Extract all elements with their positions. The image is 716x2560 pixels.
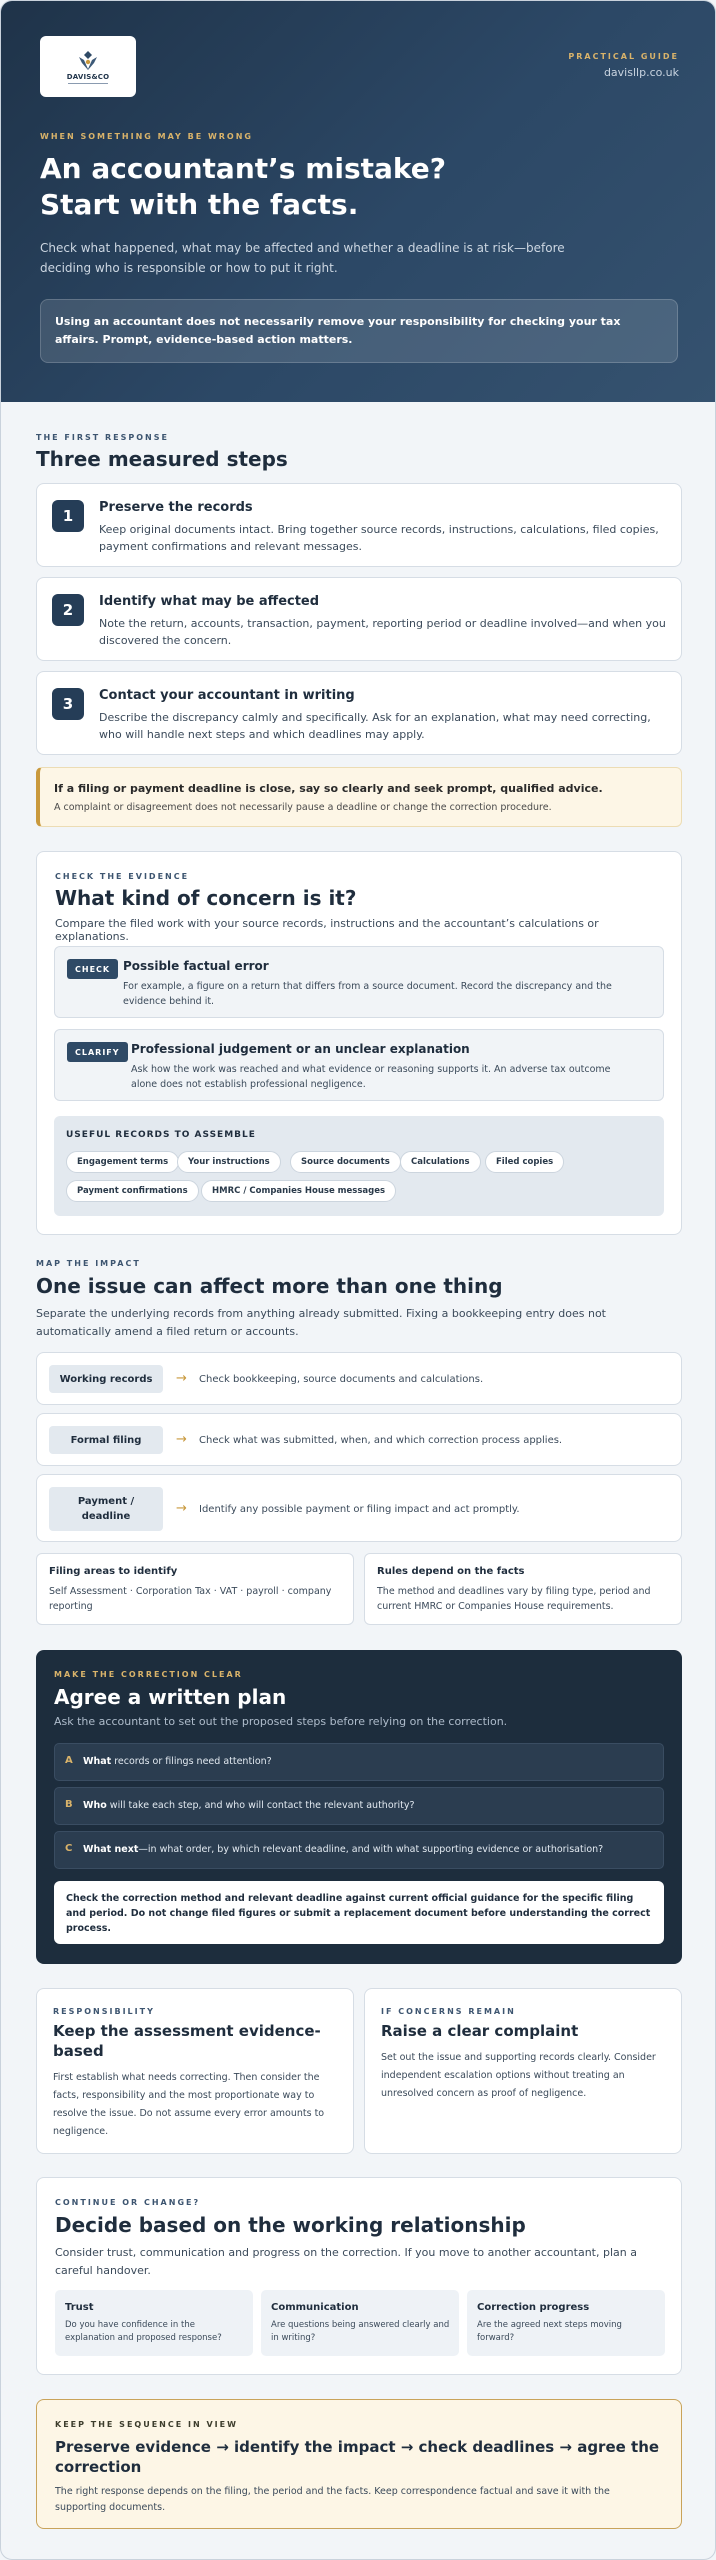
factor-description: Do you have confidence in the explanation and proposed response? bbox=[65, 2320, 222, 2343]
plan-question-bold: What bbox=[83, 1756, 112, 1767]
hero-title-line-1: An accountant’s mistake? bbox=[40, 152, 447, 185]
complaint-card bbox=[364, 1988, 682, 2154]
arrow-right-icon: → bbox=[176, 1501, 187, 1516]
guide-kicker: PRACTICAL GUIDE bbox=[568, 52, 679, 61]
plan-question-bold: Who bbox=[83, 1800, 107, 1811]
sequence-description: The right response depends on the filing, the period and the facts. Keep correspondence factual and save it with the supporting documents. bbox=[55, 2486, 610, 2513]
step-title: Preserve the records bbox=[99, 500, 253, 515]
impact-row-payment-deadline bbox=[36, 1474, 682, 1542]
hero-lede: Check what happened, what may be affected and whether a deadline is at risk—before deciding who is responsible or how to put it right. bbox=[40, 241, 565, 275]
deadline-warning bbox=[36, 767, 682, 827]
evidence-lede: Compare the filed work with your source records, instructions and the accountant’s calculations or explanations. bbox=[55, 917, 599, 943]
hero-header bbox=[1, 1, 716, 402]
impact-text: Check what was submitted, when, and which correction process applies. bbox=[199, 1435, 563, 1446]
arrow-right-icon: → bbox=[176, 1371, 187, 1386]
step-number: 2 bbox=[52, 594, 84, 626]
step-title: Identify what may be affected bbox=[99, 594, 320, 609]
record-chip: Your instructions bbox=[177, 1151, 281, 1173]
step-description: Note the return, accounts, transaction, payment, reporting period or deadline involved—and when you discovered the concern. bbox=[99, 617, 666, 647]
warning-description: A complaint or disagreement does not necessarily pause a deadline or change the correction procedure. bbox=[54, 802, 552, 813]
complaint-description: Set out the issue and supporting records clearly. Consider independent escalation options without treating an unresolved concern as proof of negligence. bbox=[381, 2052, 656, 2099]
concern-title: Professional judgement or an unclear explanation bbox=[131, 1042, 470, 1056]
plan-letter: B bbox=[65, 1799, 73, 1810]
factor-description: Are questions being answered clearly and in writing? bbox=[271, 2320, 450, 2343]
impact-lede: Separate the underlying records from anything already submitted. Fixing a bookkeeping entry does not automatically amend a filed return or accounts. bbox=[36, 1307, 606, 1338]
concern-card-clarify bbox=[54, 1029, 664, 1101]
record-chip: Calculations bbox=[400, 1151, 481, 1173]
responsibility-card bbox=[36, 1988, 354, 2154]
step-description: Describe the discrepancy calmly and specifically. Ask for an explanation, what may need correcting, who will handle next steps and which deadlines may apply. bbox=[99, 711, 651, 741]
plan-question bbox=[83, 1844, 603, 1855]
written-plan-panel bbox=[36, 1650, 682, 1964]
record-chip: Engagement terms bbox=[66, 1151, 179, 1173]
plan-question-text: —in what order, by which relevant deadline, and with what supporting evidence or authorisation? bbox=[138, 1844, 604, 1855]
relationship-section bbox=[36, 2177, 682, 2375]
step-number: 3 bbox=[52, 688, 84, 720]
record-chip: HMRC / Companies House messages bbox=[201, 1180, 396, 1202]
responsibility-title: Keep the assessment evidence-based bbox=[53, 2022, 321, 2060]
record-chip: Source documents bbox=[290, 1151, 401, 1173]
plan-kicker: MAKE THE CORRECTION CLEAR bbox=[54, 1670, 243, 1679]
relationship-factor-progress bbox=[467, 2290, 665, 2356]
plan-guidance-note: Check the correction method and relevant deadline against current official guidance for the specific filing and period. Do not change filed figures or submit a replacement document before understanding the correct process. bbox=[54, 1881, 664, 1944]
impact-kicker: MAP THE IMPACT bbox=[36, 1259, 141, 1268]
sequence-title: Preserve evidence → identify the impact → check deadlines → agree the correction bbox=[55, 2438, 660, 2476]
hero-title-line-2: Start with the facts. bbox=[40, 188, 359, 221]
impact-label: Working records bbox=[49, 1365, 163, 1393]
impact-row-formal-filing bbox=[36, 1413, 682, 1466]
relationship-title: Decide based on the working relationship bbox=[55, 2213, 526, 2237]
step-number: 1 bbox=[52, 500, 84, 532]
rules-title: Rules depend on the facts bbox=[377, 1566, 525, 1577]
step-description: Keep original documents intact. Bring together source records, instructions, calculations, filed copies, payment confirmations and relevant messages. bbox=[99, 523, 659, 553]
concern-title: Possible factual error bbox=[123, 959, 269, 973]
step-card-2 bbox=[36, 577, 682, 661]
sequence-kicker: KEEP THE SEQUENCE IN VIEW bbox=[55, 2420, 238, 2429]
hero-eyebrow: WHEN SOMETHING MAY BE WRONG bbox=[40, 132, 253, 141]
crest-icon bbox=[75, 49, 101, 71]
relationship-factor-trust bbox=[55, 2290, 253, 2356]
factor-title: Correction progress bbox=[477, 2302, 590, 2313]
concern-card-check bbox=[54, 946, 664, 1018]
record-chip: Filed copies bbox=[485, 1151, 564, 1173]
plan-letter: A bbox=[65, 1755, 73, 1766]
filing-areas-card bbox=[36, 1553, 354, 1625]
concern-tag: CHECK bbox=[67, 959, 118, 979]
records-panel bbox=[54, 1116, 664, 1216]
impact-label: Payment / deadline bbox=[49, 1487, 163, 1531]
record-chip: Payment confirmations bbox=[66, 1180, 199, 1202]
complaint-kicker: IF CONCERNS REMAIN bbox=[381, 2007, 516, 2016]
sequence-summary bbox=[36, 2399, 682, 2529]
impact-row-working-records bbox=[36, 1352, 682, 1405]
rules-description: The method and deadlines vary by filing type, period and current HMRC or Companies House requirements. bbox=[377, 1586, 651, 1612]
site-link[interactable]: davisllp.co.uk bbox=[603, 66, 679, 79]
evidence-section bbox=[36, 851, 682, 1235]
concern-tag: CLARIFY bbox=[67, 1042, 128, 1062]
rules-card bbox=[364, 1553, 682, 1625]
responsibility-description: First establish what needs correcting. Then consider the facts, responsibility and the most proportionate way to resolve the issue. Do not assume every error amounts to negligence. bbox=[53, 2072, 325, 2137]
concern-description: Ask how the work was reached and what evidence or reasoning supports it. An adverse tax outcome alone does not establish professional negligence. bbox=[131, 1064, 611, 1090]
evidence-title: What kind of concern is it? bbox=[55, 886, 357, 910]
responsibility-note: Using an accountant does not necessarily remove your responsibility for checking your tax affairs. Prompt, evidence-based action matters. bbox=[40, 299, 678, 363]
evidence-kicker: CHECK THE EVIDENCE bbox=[55, 872, 190, 881]
brand-logo[interactable] bbox=[40, 36, 136, 97]
relationship-lede: Consider trust, communication and progress on the correction. If you move to another accountant, plan a careful handover. bbox=[55, 2246, 637, 2277]
relationship-factor-communication bbox=[261, 2290, 459, 2356]
plan-lede: Ask the accountant to set out the proposed steps before relying on the correction. bbox=[54, 1715, 508, 1728]
responsibility-kicker: RESPONSIBILITY bbox=[53, 2007, 155, 2016]
plan-question-b bbox=[54, 1787, 664, 1825]
first-response-kicker: THE FIRST RESPONSE bbox=[36, 433, 169, 442]
plan-title: Agree a written plan bbox=[54, 1685, 287, 1709]
impact-label: Formal filing bbox=[49, 1426, 163, 1454]
arrow-right-icon: → bbox=[176, 1432, 187, 1447]
concern-description: For example, a figure on a return that differs from a source document. Record the discrepancy and the evidence behind it. bbox=[123, 981, 612, 1007]
step-card-1 bbox=[36, 483, 682, 567]
logo-wordmark: DAVIS&CO bbox=[66, 73, 110, 81]
relationship-kicker: CONTINUE OR CHANGE? bbox=[55, 2198, 201, 2207]
first-response-title: Three measured steps bbox=[36, 447, 288, 471]
impact-text: Identify any possible payment or filing impact and act promptly. bbox=[199, 1504, 520, 1515]
plan-question-text: will take each step, and who will contact the relevant authority? bbox=[106, 1800, 415, 1811]
impact-text: Check bookkeeping, source documents and calculations. bbox=[199, 1374, 484, 1385]
records-title: USEFUL RECORDS TO ASSEMBLE bbox=[66, 1130, 256, 1140]
factor-title: Trust bbox=[65, 2302, 94, 2313]
step-card-3 bbox=[36, 671, 682, 755]
factor-description: Are the agreed next steps moving forward? bbox=[477, 2320, 622, 2343]
plan-question bbox=[83, 1800, 415, 1811]
factor-title: Communication bbox=[271, 2302, 359, 2313]
hero-title bbox=[40, 151, 640, 223]
plan-question bbox=[83, 1756, 272, 1767]
impact-title: One issue can affect more than one thing bbox=[36, 1274, 503, 1298]
plan-question-a bbox=[54, 1743, 664, 1781]
plan-question-bold: What next bbox=[83, 1844, 139, 1855]
plan-letter: C bbox=[65, 1843, 73, 1854]
logo-rule bbox=[68, 83, 108, 84]
filing-areas-description: Self Assessment · Corporation Tax · VAT · payroll · company reporting bbox=[49, 1586, 332, 1612]
warning-title: If a filing or payment deadline is close, say so clearly and seek prompt, qualified advice. bbox=[54, 782, 603, 795]
plan-question-text: records or filings need attention? bbox=[111, 1756, 272, 1767]
plan-question-c bbox=[54, 1831, 664, 1869]
step-title: Contact your accountant in writing bbox=[99, 688, 355, 703]
filing-areas-title: Filing areas to identify bbox=[49, 1566, 178, 1577]
complaint-title: Raise a clear complaint bbox=[381, 2022, 579, 2040]
